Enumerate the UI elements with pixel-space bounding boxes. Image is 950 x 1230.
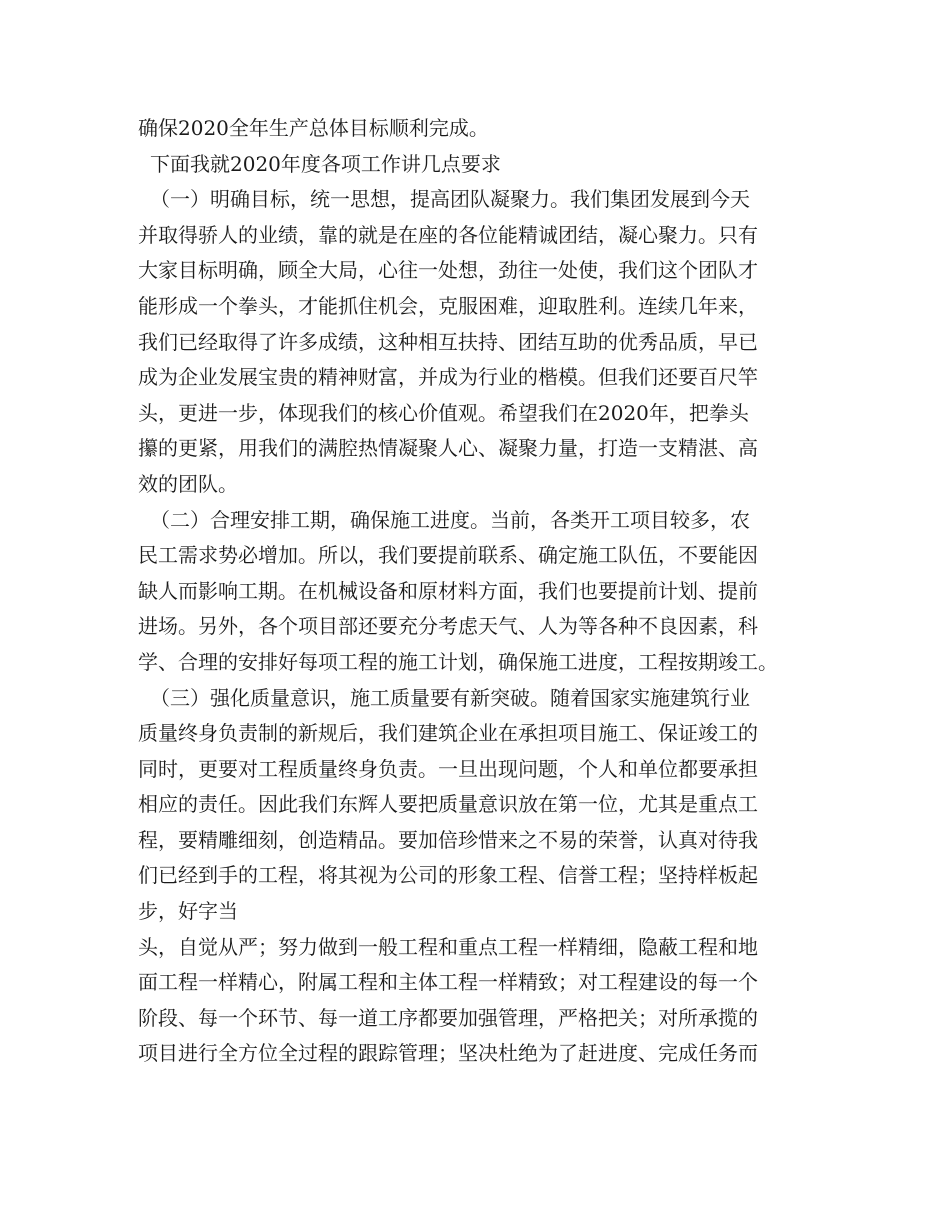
text-line: 下面我就2020年度各项工作讲几点要求 [150, 151, 501, 176]
text-line: 面工程一样精心，附属工程和主体工程一样精致；对工程建设的每一个 [138, 970, 758, 995]
paragraph-start-line: （三）强化质量意识，施工质量要有新突破。随着国家实施建筑行业 [150, 685, 750, 710]
text-line: 项目进行全方位全过程的跟踪管理；坚决杜绝为了赶进度、完成任务而 [138, 1041, 758, 1066]
text-line: 民工需求势必增加。所以，我们要提前联系、确定施工队伍，不要能因 [138, 543, 758, 568]
text-line: 们已经到手的工程，将其视为公司的形象工程、信誉工程；坚持样板起 [138, 863, 758, 888]
text-line: 攥的更紧，用我们的满腔热情凝聚人心、凝聚力量，打造一支精湛、高 [138, 436, 758, 461]
text-line: 缺人而影响工期。在机械设备和原材料方面，我们也要提前计划、提前 [138, 578, 758, 603]
text-line: 阶段、每一个环节、每一道工序都要加强管理，严格把关；对所承揽的 [138, 1005, 758, 1030]
paragraph-start-line: （一）明确目标，统一思想，提高团队凝聚力。我们集团发展到今天 [150, 187, 750, 212]
text-line: 能形成一个拳头，才能抓住机会，克服困难，迎取胜利。连续几年来， [138, 293, 758, 318]
text-line: 我们已经取得了许多成绩，这种相互扶持、团结互助的优秀品质，早已 [138, 329, 758, 354]
text-line: 成为企业发展宝贵的精神财富，并成为行业的楷模。但我们还要百尺竿 [138, 365, 758, 390]
text-line: 学、合理的安排好每项工程的施工计划，确保施工进度，工程按期竣工。 [138, 649, 778, 674]
text-line: 头，自觉从严；努力做到一般工程和重点工程一样精细，隐蔽工程和地 [138, 934, 758, 959]
text-line: 同时，更要对工程质量终身负责。一旦出现问题，个人和单位都要承担 [138, 756, 758, 781]
text-line: 头，更进一步，体现我们的核心价值观。希望我们在2020年，把拳头 [138, 400, 749, 425]
text-line: 确保2020全年生产总体目标顺利完成。 [138, 116, 489, 140]
text-line: 并取得骄人的业绩，靠的就是在座的各位能精诚团结，凝心聚力。只有 [138, 222, 758, 247]
text-line: 质量终身负责制的新规后，我们建筑企业在承担项目施工、保证竣工的 [138, 721, 758, 746]
text-line: 程，要精雕细刻，创造精品。要加倍珍惜来之不易的荣誉，认真对待我 [138, 827, 758, 852]
text-line: 相应的责任。因此我们东辉人要把质量意识放在第一位，尤其是重点工 [138, 792, 758, 817]
paragraph-start-line: （二）合理安排工期，确保施工进度。当前，各类开工项目较多，农 [150, 507, 750, 532]
text-line: 大家目标明确，顾全大局，心往一处想，劲往一处使，我们这个团队才 [138, 258, 758, 283]
text-line: 步，好字当 [138, 899, 238, 924]
document-body [138, 111, 828, 1072]
text-line: 进场。另外，各个项目部还要充分考虑天气、人为等各种不良因素，科 [138, 614, 758, 639]
text-line: 效的团队。 [138, 471, 238, 496]
